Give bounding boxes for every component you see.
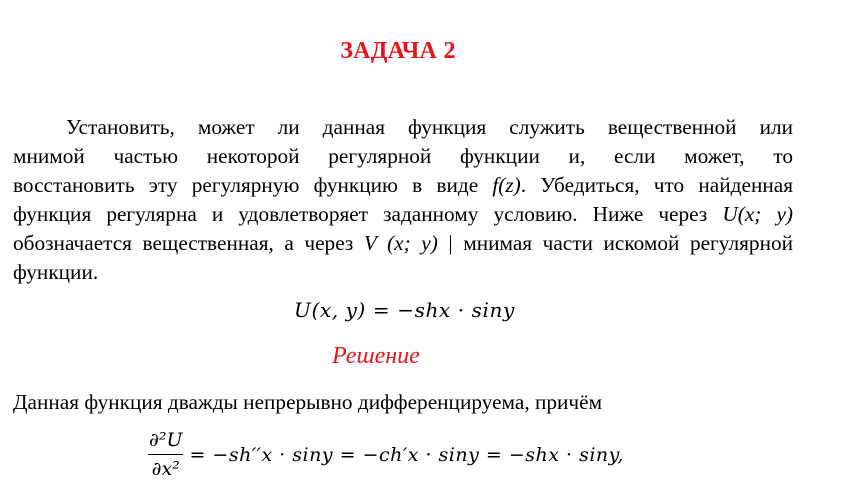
problem-line-4 [13,200,793,229]
problem-title: ЗАДАЧА 2 [340,38,456,64]
solution-sentence: Данная функция дважды непрерывно дифференцируема, причём [13,390,603,414]
problem-line-5-text-b: | мнимая части искомой регулярной [437,231,794,255]
fraction-denominator: ∂x² [151,458,180,480]
derivative-fraction [148,428,183,481]
problem-line-6: функции. [13,260,99,284]
second-derivative-equation [148,428,624,481]
problem-line-2: мнимой частью некоторой регулярной функции и, если может, то [13,144,793,168]
derivative-rhs: = −sh′′x · siny = −ch′x · siny = −shx · siny, [189,443,624,466]
function-fz: f(z) [492,173,521,197]
problem-line-3-text-b: . Убедиться, что найденная [520,173,793,197]
problem-line-1: Установить, может ли данная функция служить вещественной или [66,115,793,139]
problem-line-5 [13,229,793,258]
problem-line-4-text: функция регулярна и удовлетворяет заданному условию. Ниже через [13,202,723,226]
problem-statement [13,113,793,287]
function-uxy: U(x; y) [722,202,793,226]
function-vxy: V (x; y) [363,231,438,255]
problem-line-3 [13,171,793,200]
problem-line-5-text-a: обозначается вещественная, а через [13,231,364,255]
given-equation: U(x, y) = −shx · siny [294,298,515,322]
solution-heading: Решение [332,343,420,369]
problem-line-3-text-a: восстановить эту регулярную функцию в виде [13,173,493,197]
fraction-numerator: ∂²U [148,428,183,455]
